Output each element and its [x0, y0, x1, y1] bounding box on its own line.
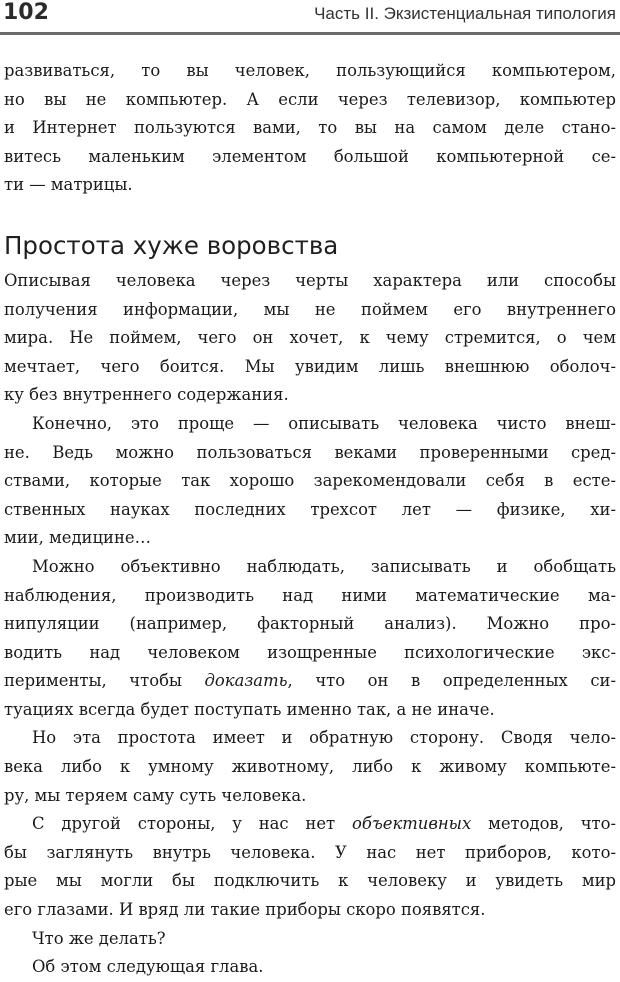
paragraph-1 [4, 267, 616, 410]
page-number: 102 [3, 0, 49, 25]
page-body [4, 57, 616, 982]
intro-paragraph [4, 57, 616, 200]
text-line: ти — матрицы. [4, 175, 133, 195]
text-line: ру, мы теряем саму суть человека. [4, 785, 307, 805]
text-line-with-emphasis [4, 667, 616, 696]
text-line: века либо к умному животному, либо к живому компьюте- [4, 757, 616, 777]
text-line: его глазами. И вряд ли такие приборы скоро появятся. [4, 900, 486, 920]
text-span: перименты, чтобы [4, 671, 205, 691]
text-line: ственных науках последних трехсот лет — физике, хи- [4, 499, 616, 519]
text-line-with-emphasis [4, 810, 616, 839]
text-line: ствами, которые так хорошо зарекомендовали себя в есте- [4, 471, 616, 491]
emphasis-word: объективных [351, 814, 472, 834]
paragraph-4 [4, 724, 616, 810]
text-line: Конечно, это проще — описывать человека чисто внеш- [32, 413, 616, 433]
paragraph-7 [4, 953, 616, 982]
text-line: ку без внутреннего содержания. [4, 385, 289, 405]
text-line: туациях всегда будет поступать именно так, а не иначе. [4, 699, 495, 719]
paragraph-5 [4, 810, 616, 924]
text-line: получения информации, мы не поймем его внутреннего [4, 299, 616, 319]
text-span: С другой стороны, у нас нет [32, 814, 352, 834]
text-line: мии, медицине… [4, 528, 151, 548]
text-line: Но эта простота имеет и обратную сторону. Сводя чело- [32, 728, 616, 748]
text-line: нипуляции (например, факторный анализ). Можно про- [4, 614, 616, 634]
text-line: Об этом следующая глава. [32, 957, 264, 977]
text-line: Что же делать? [32, 928, 166, 948]
text-line: бы заглянуть внутрь человека. У нас нет приборов, кото- [4, 842, 616, 862]
paragraph-2 [4, 410, 616, 553]
emphasis-word: доказать [204, 671, 288, 691]
text-line: витесь маленьким элементом большой компьютерной се- [4, 146, 616, 166]
text-line: не. Ведь можно пользоваться веками проверенными сред- [4, 442, 616, 462]
page-header [0, 0, 620, 36]
text-line: развиваться, то вы человек, пользующийся компьютером, [4, 61, 616, 80]
text-line: мира. Не поймем, чего он хочет, к чему стремится, о чем [4, 328, 616, 348]
text-span: методов, что- [471, 814, 617, 834]
text-line: Описывая человека через черты характера или способы [4, 270, 616, 290]
section-heading: Простота хуже воровства [4, 230, 339, 260]
header-divider [0, 32, 620, 35]
text-line: Можно объективно наблюдать, записывать и обобщать [32, 556, 616, 576]
paragraph-3 [4, 553, 616, 725]
text-span: , что он в определенных си- [287, 671, 616, 691]
text-line: водить над человеком изощренные психологические экс- [4, 642, 616, 662]
text-line: но вы не компьютер. А если через телевизор, компьютер [4, 89, 616, 109]
text-line: и Интернет пользуются вами, то вы на самом деле стано- [4, 118, 616, 138]
text-line: мечтает, чего боится. Мы увидим лишь внешнюю оболоч- [4, 356, 616, 376]
text-line: наблюдения, производить над ними математические ма- [4, 585, 616, 605]
text-line: рые мы могли бы подключить к человеку и увидеть мир [4, 871, 616, 891]
running-title: Часть II. Экзистенциальная типология [314, 4, 616, 23]
